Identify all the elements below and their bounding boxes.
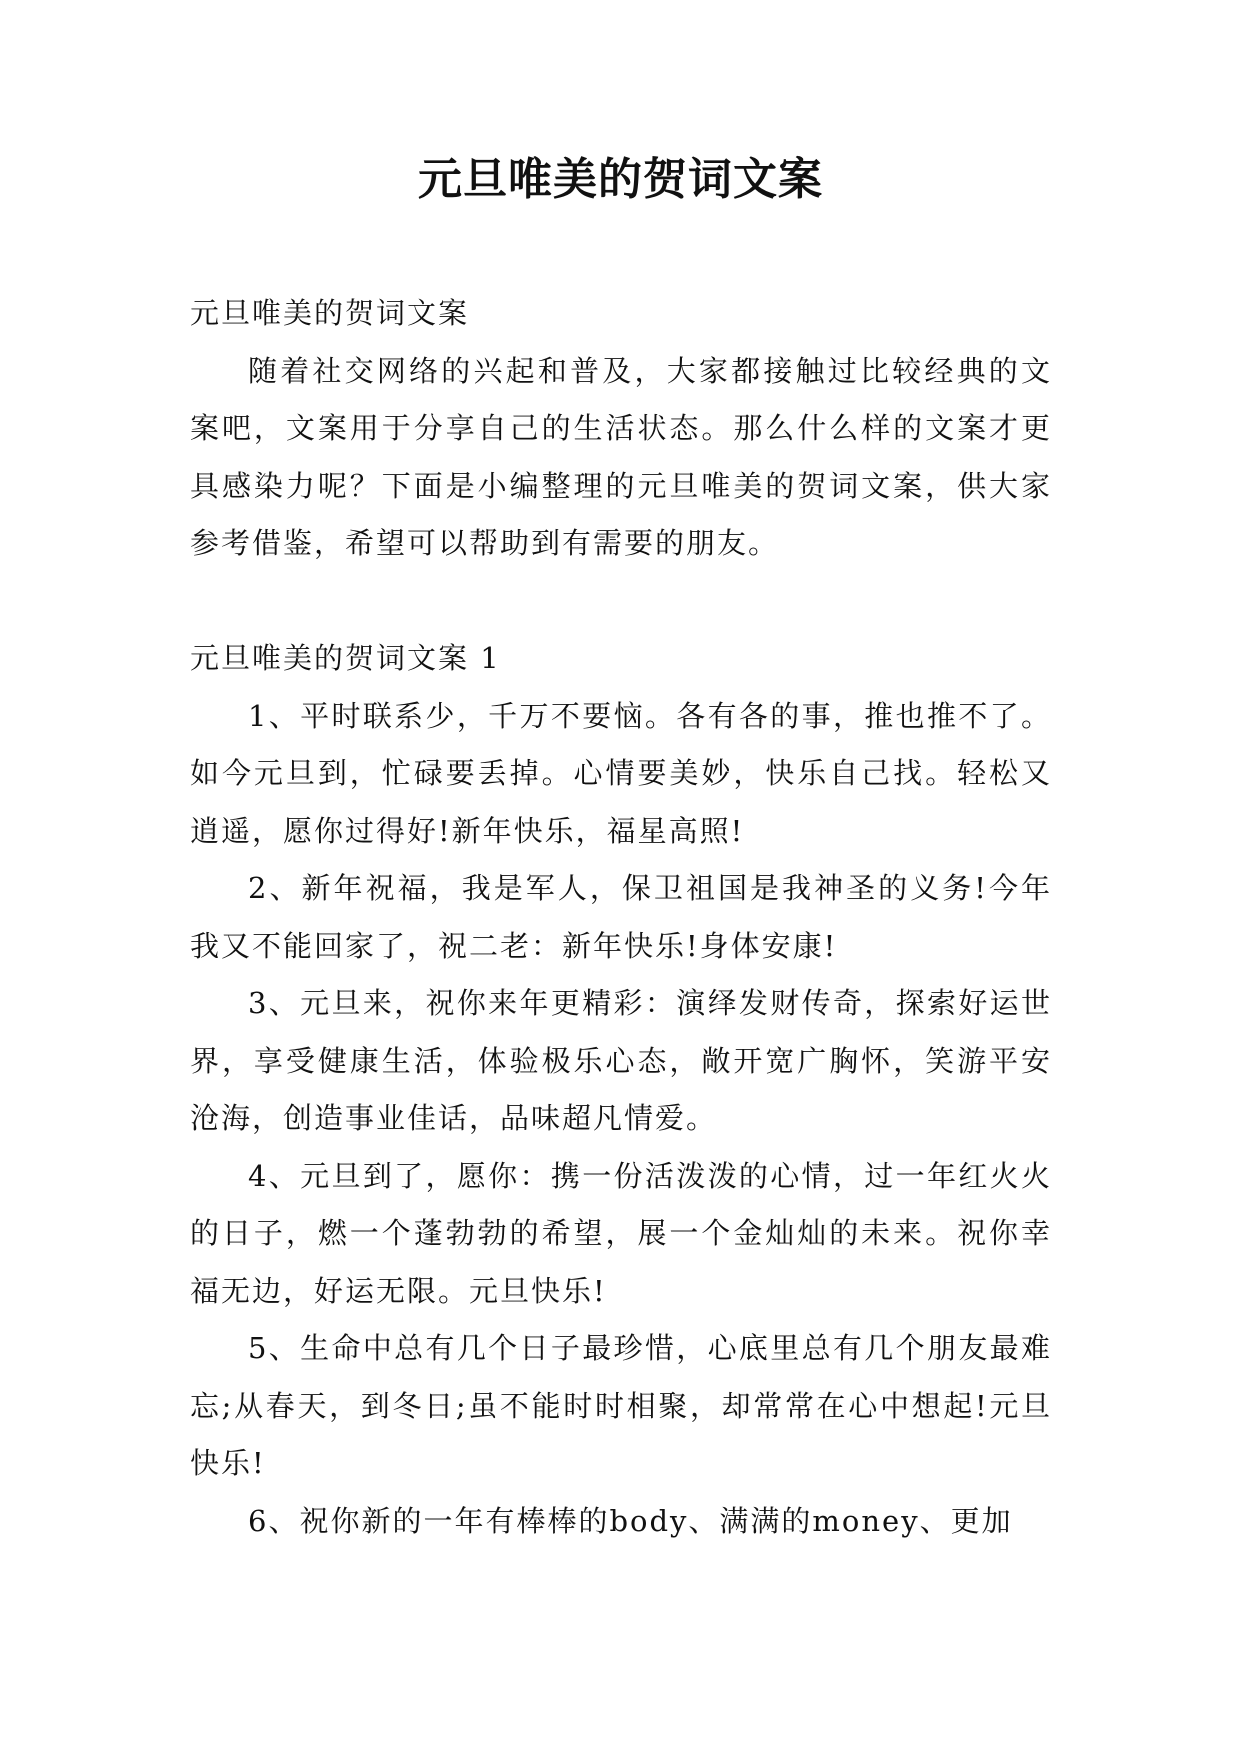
list-item: 2、新年祝福，我是军人，保卫祖国是我神圣的义务!今年我又不能回家了，祝二老：新年快乐!身体安康!: [190, 871, 1052, 963]
section-spacer: [190, 573, 1052, 631]
intro-heading: 元旦唯美的贺词文案: [190, 296, 470, 330]
list-item: 4、元旦到了，愿你：携一份活泼泼的心情，过一年红火火的日子，燃一个蓬勃勃的希望，展一个金灿灿的未来。祝你幸福无边，好运无限。元旦快乐!: [190, 1158, 1052, 1308]
document-title: 元旦唯美的贺词文案: [418, 154, 823, 205]
list-item: 6、祝你新的一年有棒棒的body、满满的money、更加: [248, 1503, 1013, 1538]
intro-paragraph: 随着社交网络的兴起和普及，大家都接触过比较经典的文案吧，文案用于分享自己的生活状态。那么什么样的文案才更具感染力呢？下面是小编整理的元旦唯美的贺词文案，供大家参考借鉴，希望可以帮助到有需要的朋友。: [190, 353, 1052, 560]
document-body: [190, 285, 1052, 1550]
list-item: 3、元旦来，祝你来年更精彩：演绎发财传奇，探索好运世界，享受健康生活，体验极乐心态，敞开宽广胸怀，笑游平安沧海，创造事业佳话，品味超凡情爱。: [190, 986, 1052, 1135]
section-heading: 元旦唯美的贺词文案 1: [190, 641, 501, 675]
list-item: 5、生命中总有几个日子最珍惜，心底里总有几个朋友最难忘;从春天，到冬日;虽不能时时相聚，却常常在心中想起!元旦快乐!: [190, 1331, 1052, 1480]
list-item: 1、平时联系少，千万不要恼。各有各的事，推也推不了。如今元旦到，忙碌要丢掉。心情要美妙，快乐自己找。轻松又逍遥，愿你过得好!新年快乐，福星高照!: [190, 698, 1052, 848]
